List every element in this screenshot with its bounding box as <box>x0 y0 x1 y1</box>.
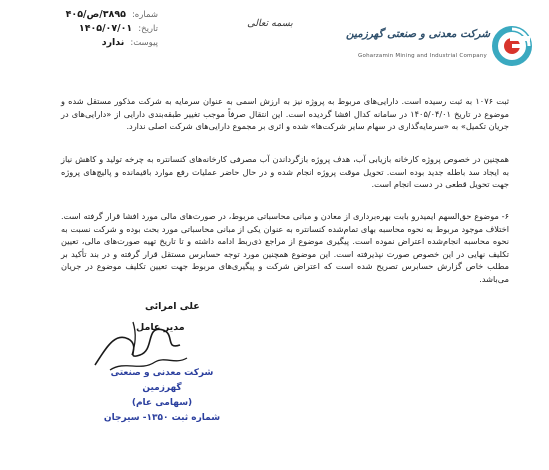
letter-date-label: تاریخ: <box>138 24 158 34</box>
company-logo <box>345 22 532 77</box>
letter-date-value: ۱۴۰۵/۰۷/۰۱ <box>78 23 133 34</box>
body-paragraph-2: همچنین در خصوص پروژه کارخانه بازیابی آب، هدف پروژه بازگرداندن آب مصرفی کارخانه‌های کنسانتره به چرخه تولید و کاهش نیاز به ایجاد سد باطله جدید بوده است. تحویل موقت پروژه انجام شده و در حال حاضر عملیات رفع موارد باقیمانده و پالیچ‌های پروژه جهت تحویل قطعی در دست انجام است. <box>61 154 509 189</box>
body-paragraph-1: ثبت ۱۰۷۶ به ثبت رسیده است. دارایی‌های مربوط به پروژه نیز به ارزش اسمی به عنوان سرمایه به شرکت مذکور مستقل شده و موضوع در تاریخ ۱۴۰۵/۰۴/۰۱ در سامانه کدال افشا گردیده است. این انتقال صرفاً موجب تغییر طبقه‌بندی دارایی از «دارایی‌های در جریان تکمیل» به «سرمایه‌گذاری در سهام سایر شرکت‌ها» شده و اثری بر مجموع دارایی‌های شرکت اصلی ندارد. <box>61 96 509 131</box>
stamp-line-3: شماره ثبت ۱۳۵۰- سیرجان <box>103 413 221 423</box>
letter-number-value: ۳۸۹۵/ص/۴۰۵ <box>65 9 126 20</box>
company-emblem-icon <box>492 26 532 66</box>
company-stamp <box>100 366 224 426</box>
stamp-line-2: (سهامی عام) <box>131 398 193 408</box>
bismillah-heading: بسمه تعالی <box>247 18 293 29</box>
letter-attachment-value: ندارد <box>101 37 125 48</box>
letter-date-row <box>38 22 158 36</box>
letter-attachment-label: پیوست: <box>130 38 158 48</box>
letter-meta <box>38 8 158 50</box>
signatory-title: مدیر عامل <box>136 322 185 333</box>
company-name-fa: شرکت معدنی و صنعتی گهرزمین <box>345 28 490 40</box>
company-name-en: Goharzamin Mining and Industrial Company <box>358 53 487 59</box>
stamp-line-1: شرکت معدنی و صنعتی گهرزمین <box>110 368 214 393</box>
body-paragraph-3: ۶- موضوع حق‌السهم ایمیدرو بابت بهره‌برداری از معادن و مبانی محاسباتی مربوط، در صورت‌های مالی مورد افشا قرار گرفته است. اختلاف موجود مربوط به نحوه محاسبه بهای تمام‌شده کنسانتره به عنوان یکی از مبانی محاسباتی مورد بحث بوده و شرکت نسبت به نحوه محاسبه انجام‌شده اعتراض نموده است. پیگیری موضوع از مراجع ذی‌ربط ادامه داشته و تا تاریخ تهیه صورت‌های مالی، تعیین تکلیف نهایی در این خصوص صورت نپذیرفته است. این موضوع همچنین مورد توجه حسابرس مستقل قرار گرفته و در بند تأکید بر مطلب خاص گزارش حسابرس تصریح شده است که اعتراض شرکت و پیگیری‌های مربوط جهت تعیین تکلیف موضوع در جریان می‌باشد. <box>61 211 509 284</box>
letter-number-label: شماره: <box>131 10 158 20</box>
letter-number-row <box>38 8 158 22</box>
letter-attachment-row <box>38 36 158 50</box>
signatory-name: علی امرائی <box>145 301 200 312</box>
